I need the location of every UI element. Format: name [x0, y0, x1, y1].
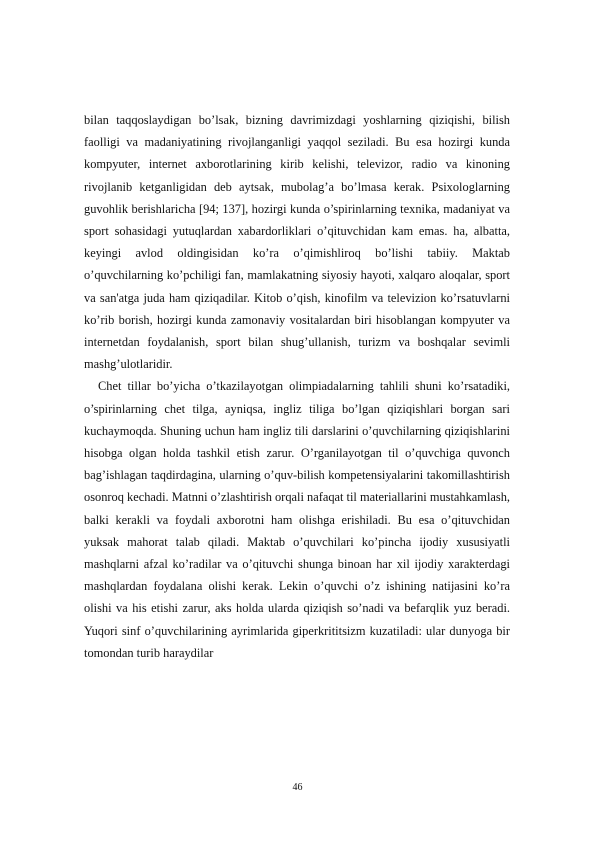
page-number: 46 — [292, 782, 303, 793]
paragraph-2: Chet tillar bo’yicha o’tkazilayotgan olimpiadalarning tahlili shuni ko’rsatadiki, o’spirinlarning chet tilga, ayniqsa, ingliz tiliga bo’lgan qiziqishlari borgan sari kuchaymoqda. Shuning uchun ham ingliz tili darslarini o’quvchilarning qiziqishlarini hisobga olgan holda tashkil etish zarur. O’rganilayotgan til o’quvchiga quvonch bag’ishlagan taqdirdagina, ularning o’quv-bilish kompetensiyalarini takomillashtirish osonroq kechadi. Matnni o’zlashtirish orqali nafaqat til materiallarini mustahkamlash, balki kerakli va foydali axborotni ham olishga erishiladi. Bu esa o’qituvchidan yuksak mahorat talab qiladi. Maktab o’quvchilari ko’pincha ijodiy xususiyatli mashqlarni afzal ko’radilar va o’qituvchi shunga binoan har xil ijodiy xarakterdagi mashqlardan foydalana olishi kerak. Lekin o’quvchi o’z ishining natijasini ko’ra olishi va his etishi zarur, aks holda ularda qiziqish so’nadi va befarqlik yuz beradi. Yuqori sinf o’quvchilarining ayrimlarida giperkrititsizm kuzatiladi: ular dunyoga bir tomondan turib haraydilar — [84, 379, 510, 660]
paragraph-1: bilan taqqoslaydigan bo’lsak, bizning davrimizdagi yoshlarning qiziqishi, bilish faolligi va madaniyatining rivojlanganligi yaqqol seziladi. Bu esa hozirgi kunda kompyuter, internet axborotlarining kirib kelishi, televizor, radio va kinoning rivojlanib ketganligidan deb aytsak, mubolag’a bo’lmasa kerak. Psixologlarning guvohlik berishlaricha [94; 137], hozirgi kunda o’spirinlarning texnika, madaniyat va sport sohasidagi yutuqlardan xabardorliklari o’qituvchidan kam emas. ha, albatta, keyingi avlod oldingisidan ko’ra o’qimishliroq bo’lishi tabiiy. Maktab o’quvchilarning ko’pchiligi fan, mamlakatning siyosiy hayoti, xalqaro aloqalar, sport va san'atga juda ham qiziqadilar. Kitob o’qish, kinofilm va televizion ko’rsatuvlarni ko’rib borish, hozirgi kunda zamonaviy vositalardan biri hisoblangan kompyuter va internetdan foydalanish, sport bilan shug’ullanish, turizm va boshqalar sevimli mashg’ulotlaridir. — [84, 113, 510, 372]
body-text — [84, 109, 510, 664]
